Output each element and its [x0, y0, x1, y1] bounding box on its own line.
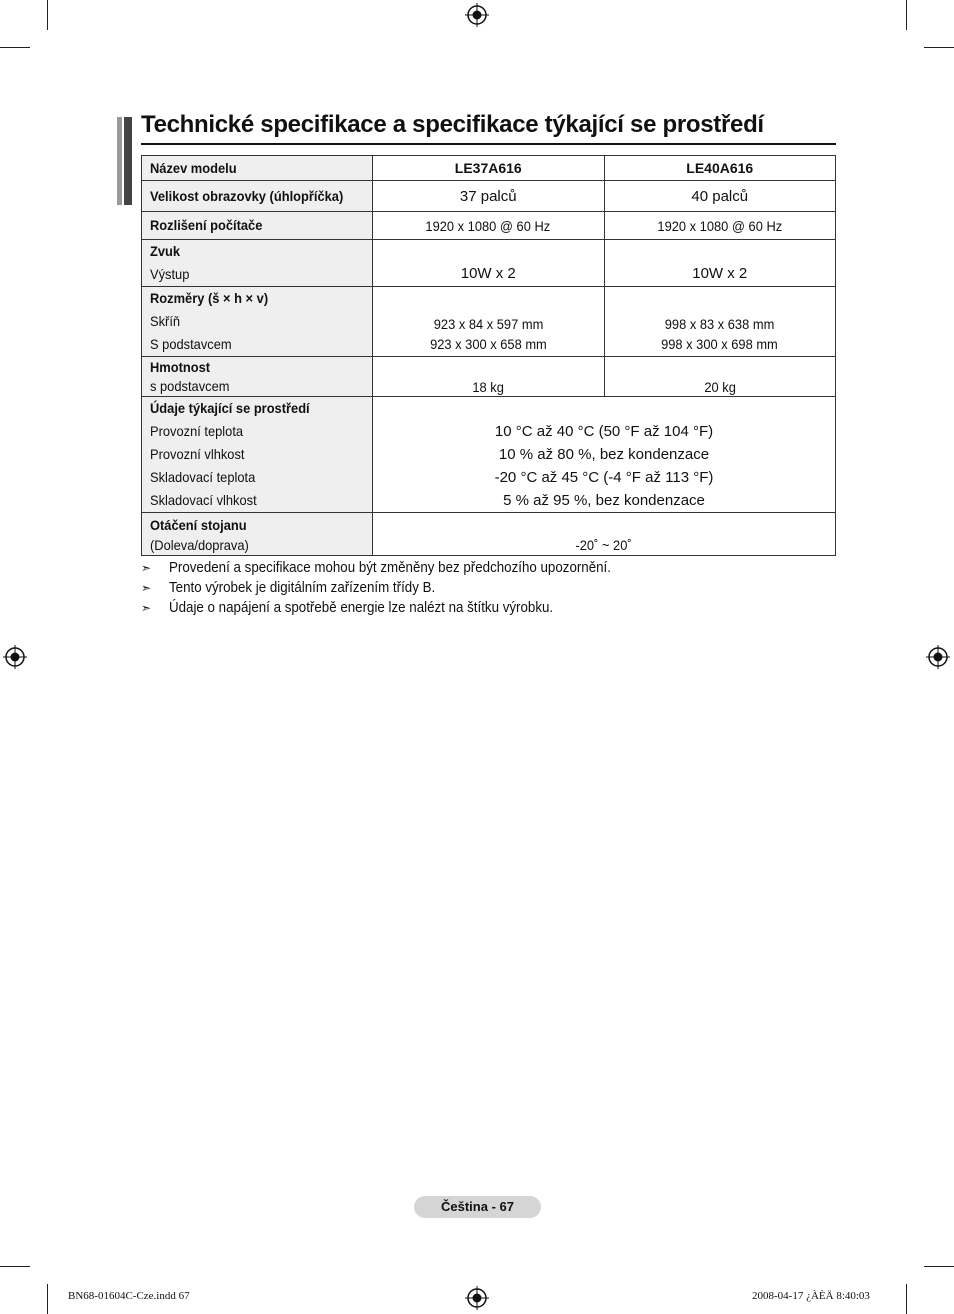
table-row	[142, 513, 836, 556]
crop-mark-icon	[47, 1284, 48, 1314]
table-row	[142, 397, 836, 513]
dimensions-label: Rozměry (š × h × v) Skříň S podstavcem	[142, 287, 373, 357]
sound-col2: 10W x 2	[604, 240, 836, 287]
crop-mark-icon	[0, 47, 30, 48]
registration-mark-icon	[3, 645, 27, 669]
arrow-bullet-icon: ➣	[141, 561, 152, 575]
screen-size-col2: 40 palců	[604, 181, 836, 212]
registration-mark-icon	[926, 645, 950, 669]
weight-label: Hmotnost s podstavcem	[142, 357, 373, 397]
screen-size-label: Velikost obrazovky (úhlopříčka)	[142, 181, 373, 212]
crop-mark-icon	[0, 1266, 30, 1267]
model-name-label: Název modelu	[142, 156, 373, 181]
crop-mark-icon	[906, 0, 907, 30]
registration-mark-icon	[465, 1286, 489, 1310]
notes-list	[141, 558, 649, 618]
list-item: ➣ Provedení a specifikace mohou být změněny bez předchozího upozornění.	[141, 560, 611, 576]
page-title: Technické specifikace a specifikace týkající se prostředí	[141, 111, 836, 145]
arrow-bullet-icon: ➣	[141, 601, 152, 615]
environment-values	[373, 397, 836, 513]
registration-mark-icon	[465, 3, 489, 27]
dimensions-col2: 998 x 83 x 638 mm 998 x 300 x 698 mm	[604, 287, 836, 357]
table-row	[142, 240, 836, 287]
storage-temperature-value: -20 °C až 45 °C (-4 °F až 113 °F)	[494, 469, 714, 486]
operating-temperature-value: 10 °C až 40 °C (50 °F až 104 °F)	[494, 423, 714, 440]
storage-humidity-value: 5 % až 95 %, bez kondenzace	[503, 492, 705, 509]
spec-table	[141, 155, 836, 556]
sound-label: Zvuk Výstup	[142, 240, 373, 287]
print-file-info: BN68-01604C-Cze.indd 67	[68, 1290, 190, 1302]
page-number-badge: Čeština - 67	[414, 1196, 541, 1218]
list-item: ➣ Tento výrobek je digitálním zařízením třídy B.	[141, 580, 436, 596]
arrow-bullet-icon: ➣	[141, 581, 152, 595]
table-row	[142, 156, 836, 181]
sound-col1: 10W x 2	[373, 240, 605, 287]
crop-mark-icon	[906, 1284, 907, 1314]
table-row	[142, 287, 836, 357]
model-col1: LE37A616	[373, 156, 605, 181]
table-row	[142, 212, 836, 240]
dimensions-col1: 923 x 84 x 597 mm 923 x 300 x 658 mm	[373, 287, 605, 357]
swivel-label: Otáčení stojanu (Doleva/doprava)	[142, 513, 373, 556]
crop-mark-icon	[924, 1266, 954, 1267]
resolution-col2: 1920 x 1080 @ 60 Hz	[604, 212, 836, 240]
print-timestamp: 2008-04-17 ¿ÀÈÄ 8:40:03	[752, 1290, 870, 1302]
crop-mark-icon	[924, 47, 954, 48]
screen-size-col1: 37 palců	[373, 181, 605, 212]
environment-label: Údaje týkající se prostředí Provozní teplota Provozní vlhkost Skladovací teplota Skladovací vlhkost	[142, 397, 373, 513]
weight-col2: 20 kg	[604, 357, 836, 397]
table-row	[142, 357, 836, 397]
title-decoration-bars	[117, 117, 133, 205]
operating-humidity-value: 10 % až 80 %, bez kondenzace	[498, 446, 710, 463]
table-row	[142, 181, 836, 212]
list-item: ➣ Údaje o napájení a spotřebě energie lze nalézt na štítku výrobku.	[141, 600, 554, 616]
weight-col1: 18 kg	[373, 357, 605, 397]
crop-mark-icon	[47, 0, 48, 30]
resolution-col1: 1920 x 1080 @ 60 Hz	[373, 212, 605, 240]
model-col2: LE40A616	[604, 156, 836, 181]
resolution-label: Rozlišení počítače	[142, 212, 373, 240]
swivel-value: -20˚ ~ 20˚	[373, 513, 836, 556]
